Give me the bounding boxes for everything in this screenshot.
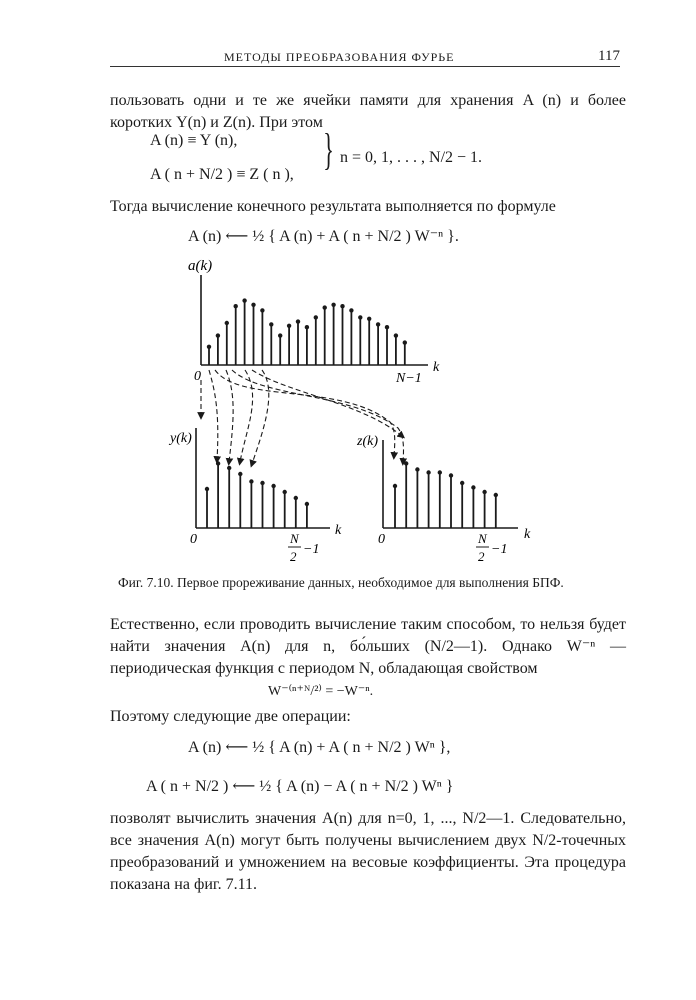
chart-y-point xyxy=(216,461,220,465)
chart-z-point xyxy=(415,467,419,471)
chart-y-xlabel: k xyxy=(335,523,342,538)
chart-a-point xyxy=(340,304,344,308)
chart-a-point xyxy=(394,333,398,337)
chart-y-origin: 0 xyxy=(190,532,197,547)
chart-a-point xyxy=(225,321,229,325)
chart-a xyxy=(188,258,440,386)
chart-a-point xyxy=(358,315,362,319)
chart-a-point xyxy=(385,325,389,329)
chart-a-origin: 0 xyxy=(194,369,201,384)
chart-a-point xyxy=(305,325,309,329)
page-number: 117 xyxy=(598,48,620,64)
chart-z-point xyxy=(460,481,464,485)
chart-a-end-label: N−1 xyxy=(396,371,422,386)
chart-y-point xyxy=(238,472,242,476)
chart-a-point xyxy=(260,308,264,312)
chart-a-point xyxy=(349,308,353,312)
chart-a-point xyxy=(314,315,318,319)
equation-4-line-2: A ( n + N/2 ) ⟵ ½ { A (n) − A ( n + N/2 ) Wⁿ } xyxy=(146,778,454,795)
chart-y-end-label-denominator: 2 xyxy=(290,549,297,564)
chart-y xyxy=(168,428,342,564)
chart-z-xlabel: k xyxy=(524,527,531,542)
paragraph-2: Тогда вычисление конечного результата выполняется по формуле xyxy=(110,198,556,215)
chart-a-point xyxy=(403,340,407,344)
chart-a-xlabel: k xyxy=(433,360,440,375)
chart-y-point xyxy=(260,481,264,485)
arrow-a6-to-y3 xyxy=(240,370,253,462)
decimation-arrows xyxy=(201,370,403,464)
chart-a-point xyxy=(207,345,211,349)
equation-1-range: n = 0, 1, . . . , N/2 − 1. xyxy=(340,149,483,166)
chart-y-point xyxy=(305,502,309,506)
chart-y-end-label-suffix: −1 xyxy=(303,542,320,557)
paragraph-4: Поэтому следующие две операции: xyxy=(110,708,351,725)
chart-a-point xyxy=(251,303,255,307)
chart-y-point xyxy=(249,479,253,483)
paragraph-1: пользовать одни и те же ячейки памяти для хранения A (n) и более коротких Y(n) и Z(n). При этом xyxy=(110,92,626,131)
chart-y-ylabel: y(k) xyxy=(170,431,192,446)
chart-a-point xyxy=(234,304,238,308)
figure-caption: Фиг. 7.10. Первое прореживание данных, необходимое для выполнения БПФ. xyxy=(118,575,564,590)
chart-a-ylabel: a(k) xyxy=(188,258,213,274)
chart-z-point xyxy=(494,493,498,497)
equation-1-line-1: A (n) ≡ Y (n), xyxy=(150,132,238,149)
chart-z-ylabel: z(k) xyxy=(357,434,378,449)
equation-4-line-1: A (n) ⟵ ½ { A (n) + A ( n + N/2 ) Wⁿ }, xyxy=(188,739,451,756)
brace-icon: } xyxy=(323,125,334,174)
chart-a-point xyxy=(323,305,327,309)
chart-z-end-label: N xyxy=(478,531,487,546)
running-title: МЕТОДЫ ПРЕОБРАЗОВАНИЯ ФУРЬЕ xyxy=(224,50,455,64)
arrow-a2-to-y1 xyxy=(209,370,218,460)
chart-a-point xyxy=(269,322,273,326)
chart-y-point xyxy=(294,496,298,500)
chart-a-point xyxy=(278,333,282,337)
chart-y-point xyxy=(271,484,275,488)
arrow-a4-to-y2 xyxy=(226,370,233,462)
chart-a-point xyxy=(367,317,371,321)
chart-z-point xyxy=(449,473,453,477)
chart-y-point xyxy=(283,490,287,494)
chart-y-point xyxy=(227,466,231,470)
chart-z-end-label-suffix: −1 xyxy=(491,542,508,557)
arrow-a8-to-y4 xyxy=(252,370,269,464)
chart-a-point xyxy=(216,333,220,337)
chart-a-point xyxy=(296,319,300,323)
chart-z-end-label-denominator: 2 xyxy=(478,549,485,564)
chart-z-point xyxy=(393,484,397,488)
equation-1-line-2: A ( n + N/2 ) ≡ Z ( n ), xyxy=(150,166,294,183)
chart-a-point xyxy=(376,322,380,326)
chart-z-point xyxy=(404,461,408,465)
chart-y-point xyxy=(205,487,209,491)
chart-y-end-label: N xyxy=(290,531,299,546)
chart-a-point xyxy=(242,298,246,302)
chart-z-point xyxy=(482,490,486,494)
chart-a-point xyxy=(287,324,291,328)
equation-3: W⁻⁽ⁿ⁺ᴺ/²⁾ = −W⁻ⁿ. xyxy=(268,684,374,699)
chart-z xyxy=(356,434,531,564)
chart-z-point xyxy=(426,470,430,474)
chart-z-origin: 0 xyxy=(378,532,385,547)
chart-z-point xyxy=(438,470,442,474)
chart-a-point xyxy=(331,303,335,307)
chart-z-point xyxy=(471,485,475,489)
paragraph-3: Естественно, если проводить вычисление таким способом, то нельзя будет найти значения A(n) для n, бо́льших (N/2—1). Однако W⁻ⁿ — периодическая функция с периодом N, обладающая свойством xyxy=(110,616,626,677)
arrow-a5-to-z2 xyxy=(252,370,402,436)
paragraph-5: позволят вычислить значения A(n) для n=0, 1, ..., N/2—1. Следовательно, все значения A(n) могут быть получены вычислением двух N/2-точечных преобразований и умножением на весовые коэффициенты. Эта процедура показана на фиг. 7.11. xyxy=(110,810,626,893)
equation-2: A (n) ⟵ ½ { A (n) + A ( n + N/2 ) W⁻ⁿ }. xyxy=(188,228,459,245)
